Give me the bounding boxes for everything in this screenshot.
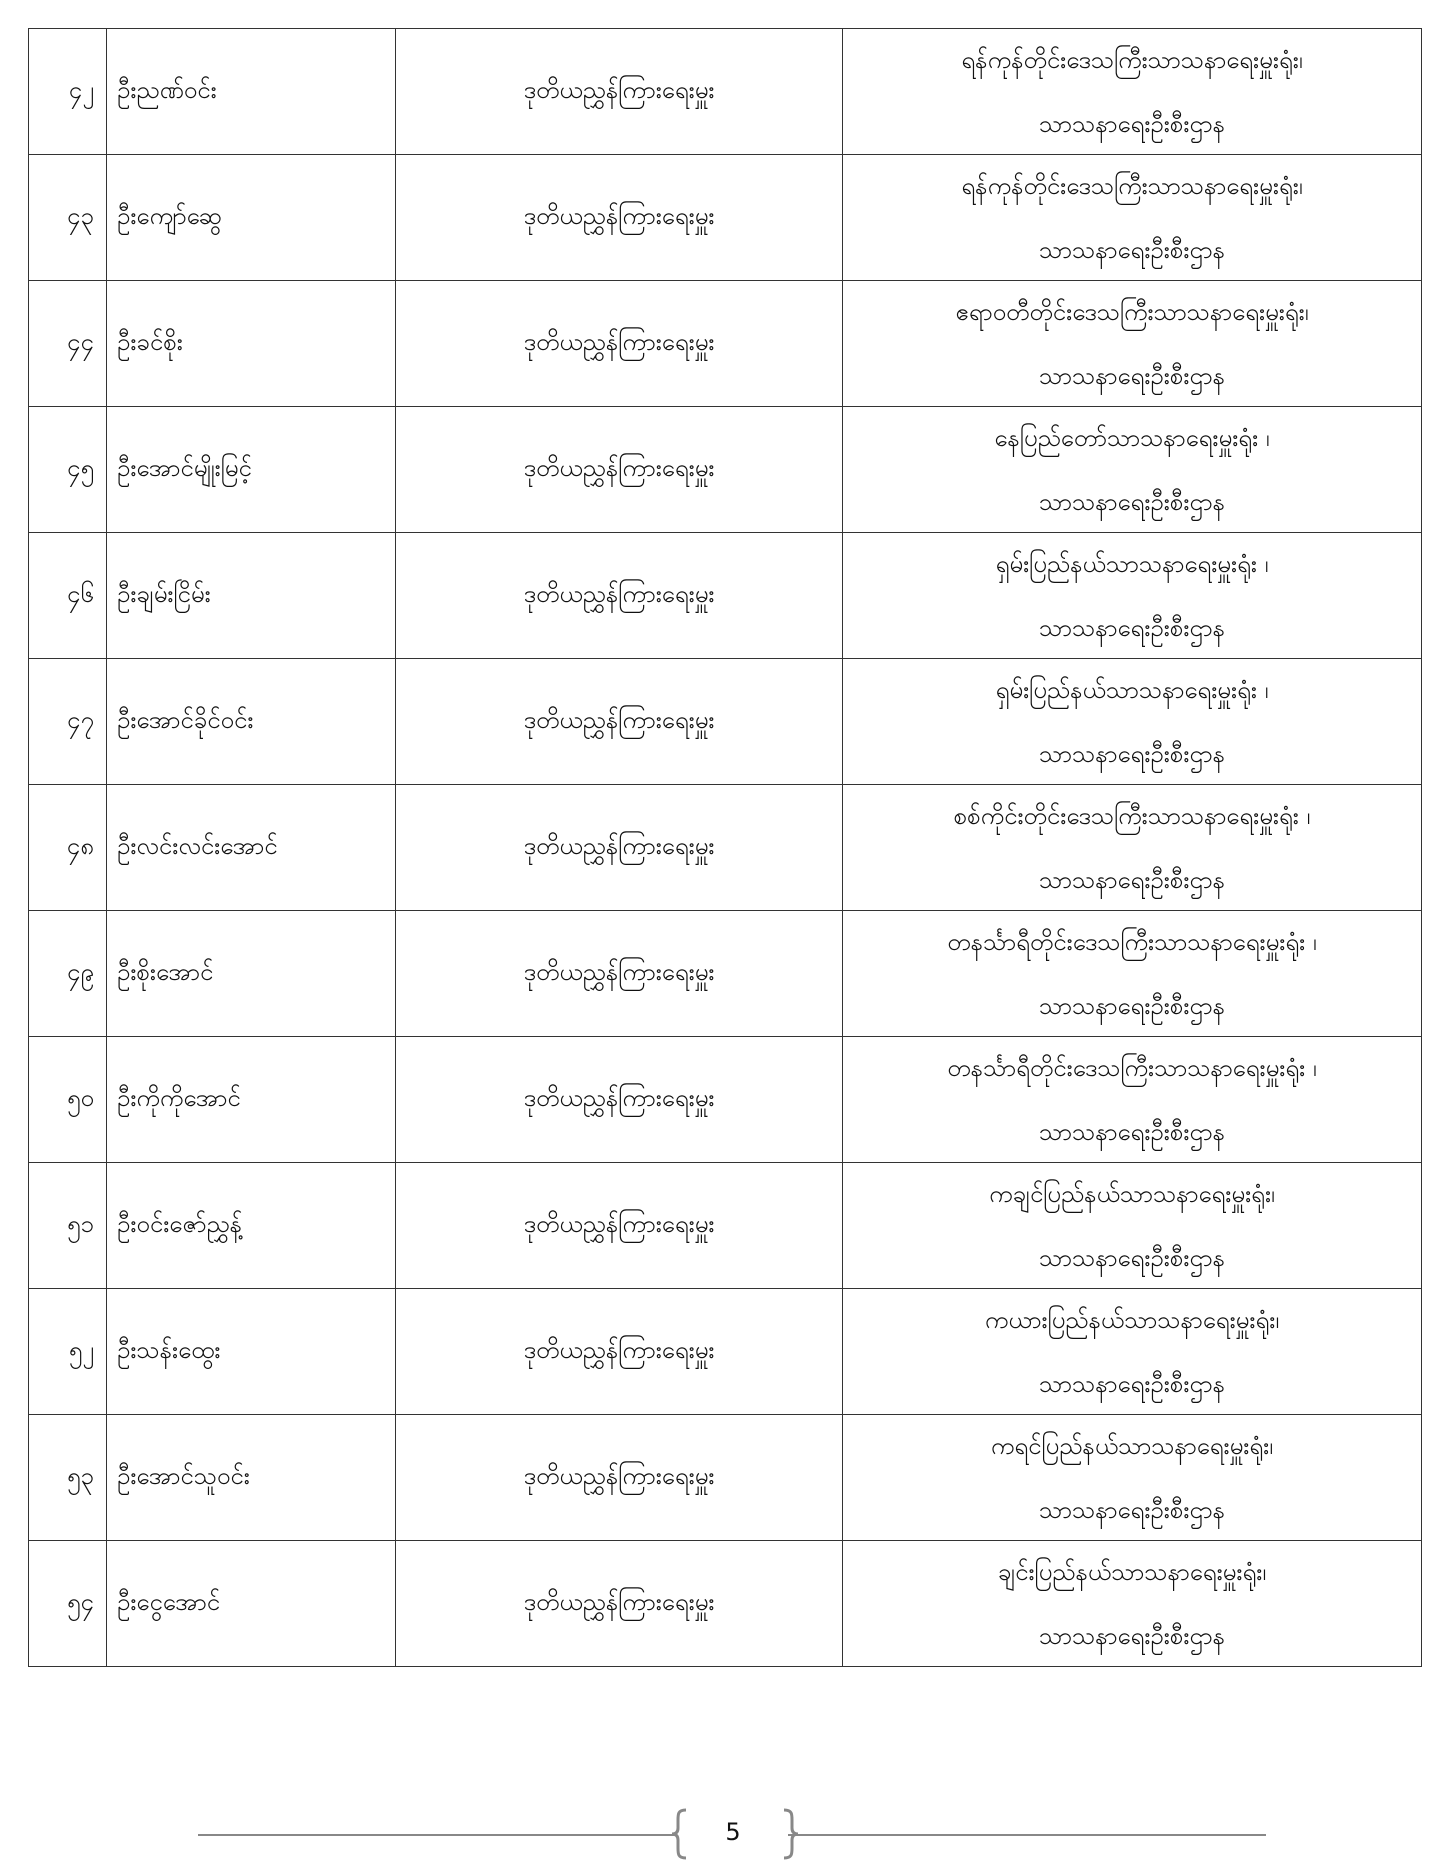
office-unit: ရန်ကုန်တိုင်းဒေသကြီးသာသနာရေးမှူးရုံး၊ [961, 171, 1303, 200]
staff-name: ဦးလင်းလင်းအောင် [107, 785, 396, 911]
page-number: 5 [725, 1818, 741, 1846]
row-number: ၄၃ [29, 155, 107, 281]
table-row [29, 281, 1422, 407]
table-row [29, 407, 1422, 533]
staff-rank: ဒုတိယညွှန်ကြားရေးမှူး [396, 1541, 843, 1667]
staff-rank: ဒုတိယညွှန်ကြားရေးမှူး [396, 29, 843, 155]
staff-name: ဦးအောင်ခိုင်ဝင်း [107, 659, 396, 785]
office-unit: ရှမ်းပြည်နယ်သာသနာရေးမှူးရုံး ၊ [995, 675, 1269, 704]
staff-rank: ဒုတိယညွှန်ကြားရေးမှူး [396, 533, 843, 659]
row-number: ၅၁ [29, 1163, 107, 1289]
staff-name: ဦးခင်စိုး [107, 281, 396, 407]
staff-rank: ဒုတိယညွှန်ကြားရေးမှူး [396, 659, 843, 785]
office-unit: ကရင်ပြည်နယ်သာသနာရေးမှူးရုံး၊ [990, 1431, 1274, 1460]
table-row [29, 1541, 1422, 1667]
table-row [29, 1415, 1422, 1541]
staff-rank: ဒုတိယညွှန်ကြားရေးမှူး [396, 1415, 843, 1541]
staff-rank: ဒုတိယညွှန်ကြားရေးမှူး [396, 1163, 843, 1289]
office-department: သာသနာရေးဦးစီးဌာန [1038, 1369, 1226, 1398]
staff-name: ဦးအောင်သူဝင်း [107, 1415, 396, 1541]
table-row [29, 1289, 1422, 1415]
staff-office [843, 911, 1422, 1037]
row-number: ၄၇ [29, 659, 107, 785]
row-number: ၅၀ [29, 1037, 107, 1163]
row-number: ၄၄ [29, 281, 107, 407]
footer-rule-right [788, 1834, 1266, 1836]
office-department: သာသနာရေးဦးစီးဌာန [1038, 865, 1226, 894]
table-row [29, 785, 1422, 911]
staff-rank: ဒုတိယညွှန်ကြားရေးမှူး [396, 911, 843, 1037]
office-unit: စစ်ကိုင်းတိုင်းဒေသကြီးသာသနာရေးမှူးရုံး ၊ [953, 801, 1311, 830]
staff-office [843, 659, 1422, 785]
staff-office [843, 1541, 1422, 1667]
staff-roster-table [28, 28, 1422, 1667]
staff-name: ဦးကိုကိုအောင် [107, 1037, 396, 1163]
table-row [29, 155, 1422, 281]
table-row [29, 533, 1422, 659]
staff-office [843, 1415, 1422, 1541]
office-unit: ရန်ကုန်တိုင်းဒေသကြီးသာသနာရေးမှူးရုံး၊ [961, 45, 1303, 74]
staff-office [843, 155, 1422, 281]
office-unit: ချင်းပြည်နယ်သာသနာရေးမှူးရုံး၊ [997, 1557, 1267, 1586]
office-unit: ကယားပြည်နယ်သာသနာရေးမှူးရုံး၊ [984, 1305, 1280, 1334]
roster-body [29, 29, 1422, 1667]
row-number: ၄၈ [29, 785, 107, 911]
office-department: သာသနာရေးဦးစီးဌာန [1038, 1621, 1226, 1650]
row-number: ၄၂ [29, 29, 107, 155]
table-row [29, 1163, 1422, 1289]
staff-name: ဦးချမ်းငြိမ်း [107, 533, 396, 659]
row-number: ၅၃ [29, 1415, 107, 1541]
office-department: သာသနာရေးဦးစီးဌာန [1038, 109, 1226, 138]
row-number: ၅၂ [29, 1289, 107, 1415]
staff-rank: ဒုတိယညွှန်ကြားရေးမှူး [396, 1037, 843, 1163]
table-row [29, 29, 1422, 155]
office-department: သာသနာရေးဦးစီးဌာန [1038, 235, 1226, 264]
office-department: သာသနာရေးဦးစီးဌာန [1038, 361, 1226, 390]
staff-office [843, 1037, 1422, 1163]
office-department: သာသနာရေးဦးစီးဌာန [1038, 991, 1226, 1020]
staff-name: ဦးကျော်ဆွေ [107, 155, 396, 281]
table-row [29, 1037, 1422, 1163]
staff-name: ဦးငွေအောင် [107, 1541, 396, 1667]
staff-name: ဦးသန်းထွေး [107, 1289, 396, 1415]
staff-name: ဦးဝင်းဇော်ညွှန့် [107, 1163, 396, 1289]
staff-office [843, 407, 1422, 533]
office-department: သာသနာရေးဦးစီးဌာန [1038, 1495, 1226, 1524]
left-brace-icon [670, 1808, 692, 1860]
row-number: ၄၅ [29, 407, 107, 533]
staff-office [843, 1163, 1422, 1289]
office-unit: ရှမ်းပြည်နယ်သာသနာရေးမှူးရုံး ၊ [995, 549, 1269, 578]
office-department: သာသနာရေးဦးစီးဌာန [1038, 487, 1226, 516]
footer-rule-left [198, 1834, 676, 1836]
office-unit: တနင်္သာရီတိုင်းဒေသကြီးသာသနာရေးမှူးရုံး ၊ [947, 927, 1317, 956]
staff-name: ဦးစိုးအောင် [107, 911, 396, 1037]
table-row [29, 911, 1422, 1037]
page-footer [0, 1808, 1448, 1864]
office-unit: ကချင်ပြည်နယ်သာသနာရေးမှူးရုံး၊ [989, 1179, 1275, 1208]
office-department: သာသနာရေးဦးစီးဌာန [1038, 1243, 1226, 1272]
staff-office [843, 1289, 1422, 1415]
office-unit: နေပြည်တော်သာသနာရေးမှူးရုံး ၊ [994, 423, 1270, 452]
staff-name: ဦးညဏ်ဝင်း [107, 29, 396, 155]
staff-name: ဦးအောင်မျိုးမြင့် [107, 407, 396, 533]
row-number: ၅၄ [29, 1541, 107, 1667]
staff-rank: ဒုတိယညွှန်ကြားရေးမှူး [396, 155, 843, 281]
office-department: သာသနာရေးဦးစီးဌာန [1038, 613, 1226, 642]
table-row [29, 659, 1422, 785]
row-number: ၄၉ [29, 911, 107, 1037]
staff-rank: ဒုတိယညွှန်ကြားရေးမှူး [396, 1289, 843, 1415]
staff-office [843, 29, 1422, 155]
office-department: သာသနာရေးဦးစီးဌာန [1038, 1117, 1226, 1146]
office-department: သာသနာရေးဦးစီးဌာန [1038, 739, 1226, 768]
row-number: ၄၆ [29, 533, 107, 659]
staff-office [843, 785, 1422, 911]
office-unit: ဧရာဝတီတိုင်းဒေသကြီးသာသနာရေးမှူးရုံး၊ [955, 297, 1309, 326]
staff-rank: ဒုတိယညွှန်ကြားရေးမှူး [396, 407, 843, 533]
staff-rank: ဒုတိယညွှန်ကြားရေးမှူး [396, 785, 843, 911]
office-unit: တနင်္သာရီတိုင်းဒေသကြီးသာသနာရေးမှူးရုံး ၊ [947, 1053, 1317, 1082]
staff-office [843, 281, 1422, 407]
staff-office [843, 533, 1422, 659]
staff-rank: ဒုတိယညွှန်ကြားရေးမှူး [396, 281, 843, 407]
